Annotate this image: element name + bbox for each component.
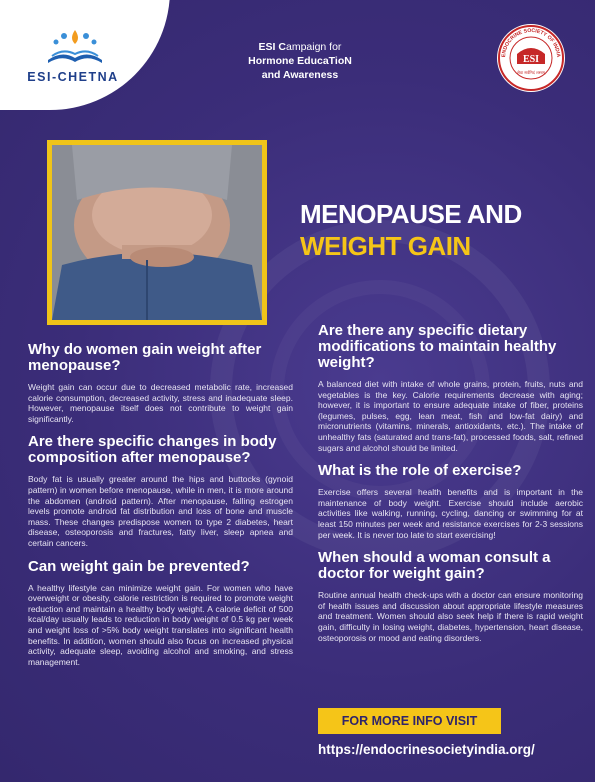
section-body: Body fat is usually greater around the hips and buttocks (gynoid pattern) in women before menopause, while in men, it is more around the abdomen (android pattern). After menopause, falling estrogen levels promote android fat distribution and loss of bone and muscle mass. These changes predispose women to type 2 diabetes, heart disease, osteoporosis and fractures, fatty liver, sleep apnea and certain cancers. [28, 474, 293, 548]
section-why-gain [28, 342, 293, 424]
campaign-tagline [220, 40, 380, 82]
section-body: Routine annual health check-ups with a doctor can ensure monitoring of health issues and discussion about appropriate lifestyle measures and treatment. Women should also seek help if there is rapid weight gain, difficulty in losing weight, diabetes, hypertension, heart disease, osteoporosis or mood and eating disorders. [318, 590, 583, 643]
section-heading: Can weight gain be prevented? [28, 557, 250, 575]
left-column [28, 342, 293, 677]
svg-text:ESI: ESI [522, 54, 540, 65]
section-heading: What is the role of exercise? [318, 462, 522, 480]
title-line-2: WEIGHT GAIN [300, 231, 471, 261]
section-body: Weight gain can occur due to decreased metabolic rate, increased calorie consumption, decreased activity, stress and inadequate sleep. However, menopause itself does not contribute to weight gain significantly. [28, 382, 293, 424]
esi-seal-logo [497, 24, 565, 92]
section-heading: Are there any specific dietary modifications to maintain healthy weight? [318, 322, 557, 371]
website-link[interactable]: https://endocrinesocietyindia.org/ [318, 742, 535, 757]
section-body-composition [28, 434, 293, 548]
title-line-1: MENOPAUSE AND [300, 199, 522, 229]
section-body: A healthy lifestyle can minimize weight gain. For women who have overweight or obesity, calorie restriction is required to promote weight reduction and maintain a healthy body weight. A calorie deficit of 500 kcal/day usually leads to reduction in body weight of 0.5 kg per week and weight loss of >5% body weight translates into significant health benefits. In addition, women should also focus on increased physical activity, adequate sleep, avoiding alcohol and smoking, and stress management. [28, 582, 293, 667]
section-exercise [318, 463, 583, 540]
section-body: A balanced diet with intake of whole grains, protein, fruits, nuts and vegetables is the key. Calorie requirements decrease with aging; however, it is important to ensure adequate intake of fiber, proteins (legumes, pulses, egg, lean meat, fish and low-fat dairy) and micronutrients (vitamins, minerals, antioxidants, etc.). The intake of unhealthy fats (saturated and trans-fat), processed foods, salt, refined sugars and alcohol should be limited. [318, 379, 583, 453]
section-consult-doctor [318, 550, 583, 643]
page-title [300, 198, 522, 262]
right-column [318, 323, 583, 653]
campaign-line-3: and Awareness [261, 69, 339, 81]
section-diet [318, 323, 583, 453]
logo-text: ESI-CHETNA [27, 70, 119, 84]
section-prevention [28, 559, 293, 668]
belly-photo [52, 145, 262, 320]
section-body: Exercise offers several health benefits and is important in the maintenance of body weight. Exercise should include aerobic activities like walking, running, cycling, dancing or swimming for at least 150 minutes per week and resistance exercises for 2-3 sessions per week. It is never too late to start exercising! [318, 487, 583, 540]
more-info-banner: FOR MORE INFO VISIT [318, 708, 501, 734]
campaign-line-1: ESI Campaign for [258, 41, 342, 53]
campaign-line-2: Hormone EducaTioN [248, 55, 352, 67]
section-heading: Why do women gain weight after menopause? [28, 341, 262, 374]
seal-outer-text: ENDOCRINE SOCIETY OF INDIA [500, 27, 562, 58]
seal-icon [497, 24, 565, 92]
book-flame-icon [40, 22, 110, 67]
section-heading: When should a woman consult a doctor for weight gain? [318, 549, 551, 583]
section-heading: Are there specific changes in body composition after menopause? [28, 433, 277, 467]
belly-illustration [52, 145, 262, 320]
seal-motto: सेवा सर्वमिदं शस्त्रम् [517, 70, 545, 75]
